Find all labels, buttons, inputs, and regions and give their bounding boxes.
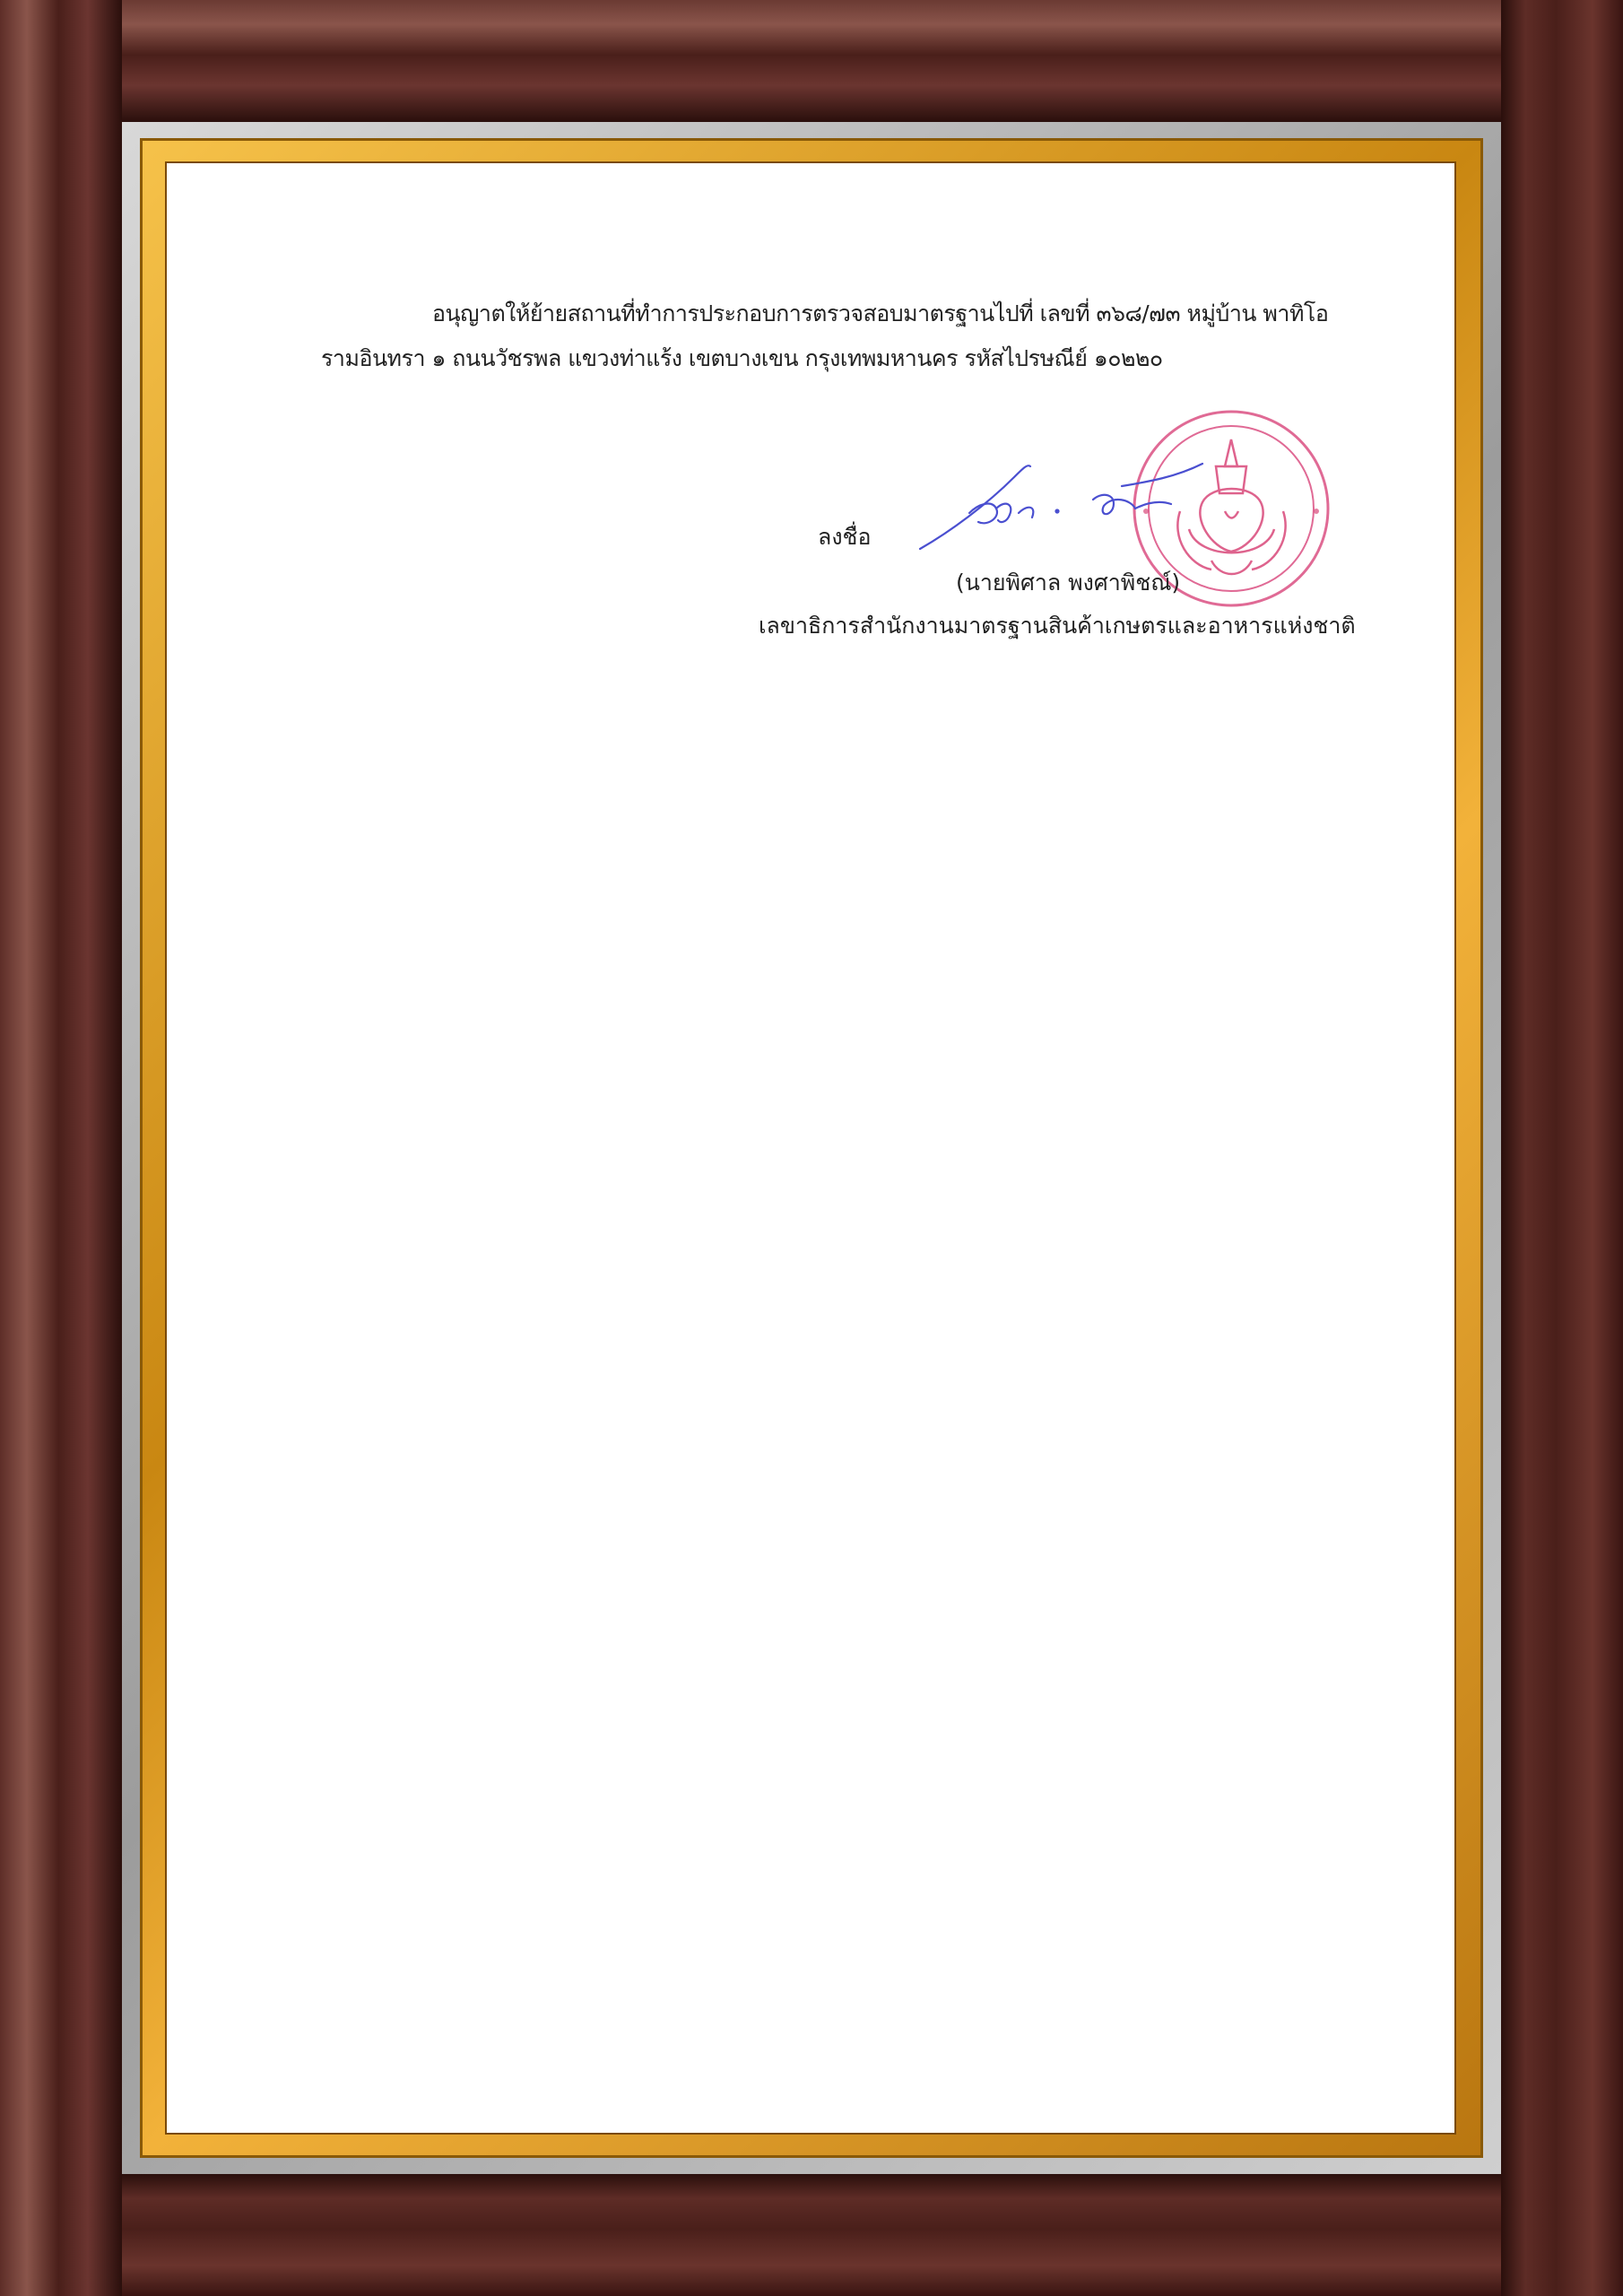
frame-top	[0, 0, 1623, 122]
handwritten-signature	[916, 459, 1238, 558]
frame-bottom	[0, 2174, 1623, 2296]
signature-label: ลงชื่อ	[818, 524, 872, 550]
document-body	[167, 163, 1454, 2133]
signer-title: เลขาธิการสำนักงานมาตรฐานสินค้าเกษตรและอาหารแห่งชาติ	[759, 613, 1356, 639]
document-page	[167, 163, 1454, 2133]
signer-name: (นายพิศาล พงศาพิชณ์)	[956, 570, 1181, 596]
paragraph-line-2: รามอินทรา ๑ ถนนวัชรพล แขวงท่าแร้ง เขตบางเขน กรุงเทพมหานคร รหัสไปรษณีย์ ๑๐๒๒๐	[321, 345, 1163, 371]
paragraph-line-1: อนุญาตให้ย้ายสถานที่ทำการประกอบการตรวจสอบมาตรฐานไปที่ เลขที่ ๓๖๘/๗๓ หมู่บ้าน พาทิโอ	[432, 300, 1329, 326]
frame-left	[0, 0, 122, 2296]
frame-right	[1501, 0, 1623, 2296]
